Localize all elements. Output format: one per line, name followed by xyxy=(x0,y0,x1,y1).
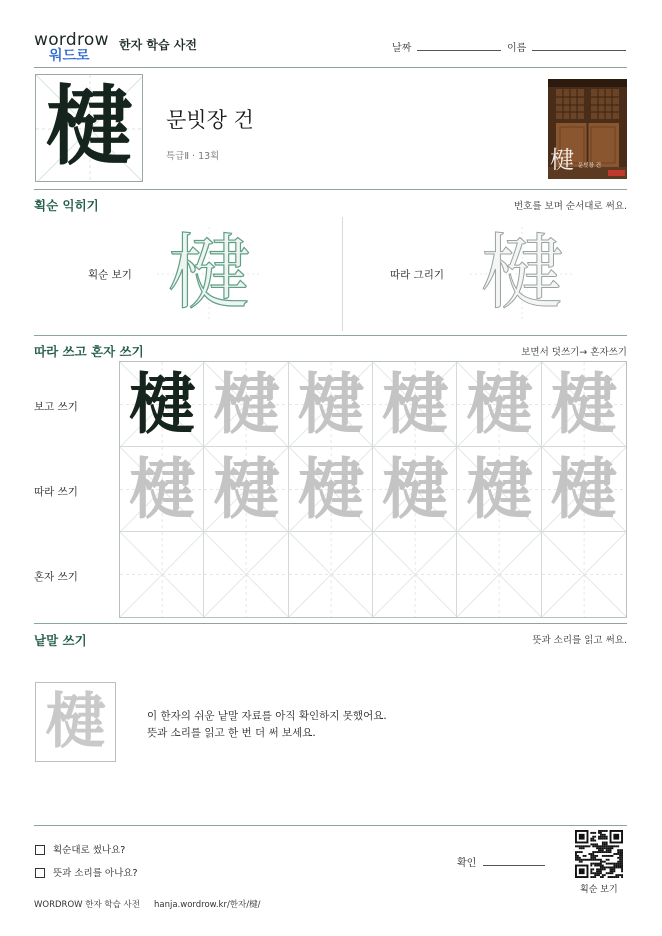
practice-cell[interactable] xyxy=(373,362,457,447)
header-rule xyxy=(34,67,627,68)
cell-guide-lines xyxy=(289,532,373,617)
header-title: 한자 학습 사전 xyxy=(119,38,197,52)
practice-cell[interactable] xyxy=(204,362,288,447)
check-stroke-order[interactable] xyxy=(35,842,125,856)
word-character: 楗 xyxy=(45,687,106,757)
practice-cell[interactable] xyxy=(289,532,373,617)
practice-cell[interactable] xyxy=(457,532,541,617)
trace-character: 楗 xyxy=(550,365,617,443)
trace-character: 楗 xyxy=(297,365,364,443)
qr-code-icon xyxy=(575,830,623,878)
trace-character: 楗 xyxy=(213,365,280,443)
practice-rule xyxy=(34,623,627,624)
practice-cell[interactable] xyxy=(204,447,288,532)
word-message-line2: 뜻과 소리를 읽고 한 번 더 써 보세요. xyxy=(147,727,316,739)
stroke-section-title: 획순 익히기 xyxy=(34,198,99,213)
word-section-title: 낱말 쓰기 xyxy=(34,633,87,648)
practice-cell[interactable] xyxy=(457,447,541,532)
practice-cell[interactable] xyxy=(289,362,373,447)
practice-cell[interactable] xyxy=(542,532,626,617)
hero-meaning: 문빗장 건 xyxy=(166,108,254,132)
check-stroke-order-label: 획순대로 썼나요? xyxy=(53,845,126,856)
practice-section-hint: 보면서 덧쓰기→ 혼자쓰기 xyxy=(521,347,627,358)
practice-cell[interactable] xyxy=(373,447,457,532)
date-label: 날짜 xyxy=(392,43,412,54)
logo-wordmark: wordrow xyxy=(34,30,109,50)
trace-character: 楗 xyxy=(466,365,533,443)
practice-cell[interactable] xyxy=(457,362,541,447)
footer-brand: WORDROW 한자 학습 사전 xyxy=(34,900,140,910)
stroke-view-glyph: 楗 xyxy=(167,226,250,321)
trace-character: 楗 xyxy=(213,450,280,528)
practice-cell[interactable] xyxy=(120,447,204,532)
practice-cell[interactable] xyxy=(373,532,457,617)
confirm-label: 확인 xyxy=(457,858,477,869)
qr-label: 획순 보기 xyxy=(580,885,618,895)
row-label-solo: 혼자 쓰기 xyxy=(34,571,78,583)
stroke-trace-label: 따라 그리기 xyxy=(390,269,445,281)
practice-section-title: 따라 쓰고 혼자 쓰기 xyxy=(34,344,144,359)
word-section-hint: 뜻과 소리를 읽고 써요. xyxy=(532,635,627,646)
qr-code[interactable] xyxy=(575,830,623,878)
practice-cell[interactable] xyxy=(204,532,288,617)
model-character: 楗 xyxy=(129,365,196,443)
practice-cell[interactable] xyxy=(542,362,626,447)
practice-cell[interactable] xyxy=(289,447,373,532)
stroke-section-hint: 번호를 보며 순서대로 써요. xyxy=(513,201,627,212)
cell-guide-lines xyxy=(373,532,457,617)
hero-character-box xyxy=(35,74,143,182)
check-meaning-sound[interactable] xyxy=(35,865,138,879)
photo-caption: 문빗장 건 xyxy=(578,163,602,169)
trace-character: 楗 xyxy=(297,450,364,528)
logo-korean: 워드로 xyxy=(49,48,90,64)
practice-grid-cells xyxy=(120,362,626,617)
hero-photo xyxy=(548,79,627,179)
date-field[interactable] xyxy=(417,50,501,51)
checkbox-stroke-order[interactable] xyxy=(35,845,45,855)
stroke-trace-glyph: 楗 xyxy=(480,226,563,321)
photo-character: 楗 xyxy=(550,146,574,174)
trace-character: 楗 xyxy=(550,450,617,528)
checkbox-meaning-sound[interactable] xyxy=(35,868,45,878)
practice-cell[interactable] xyxy=(120,362,204,447)
cell-guide-lines xyxy=(120,532,204,617)
practice-cell[interactable] xyxy=(120,532,204,617)
stroke-trace-character[interactable] xyxy=(470,227,574,321)
footer-url[interactable]: hanja.wordrow.kr/한자/楗/ xyxy=(154,900,261,910)
stroke-rule xyxy=(34,335,627,336)
trace-character: 楗 xyxy=(466,450,533,528)
row-label-trace: 따라 쓰기 xyxy=(34,486,78,498)
hero-character: 楗 xyxy=(46,76,132,177)
row-label-view: 보고 쓰기 xyxy=(34,401,78,413)
name-field[interactable] xyxy=(532,50,626,51)
cell-guide-lines xyxy=(542,532,626,617)
hero-rule xyxy=(34,189,627,190)
hero-level-stroke: 특급Ⅱ · 13획 xyxy=(166,151,220,162)
stroke-divider xyxy=(342,217,343,331)
logo xyxy=(34,30,114,64)
confirm-field[interactable] xyxy=(483,865,545,866)
stroke-view-character xyxy=(157,227,261,321)
word-message-line1: 이 한자의 쉬운 낱말 자료를 아직 확인하지 못했어요. xyxy=(147,710,387,722)
word-rule xyxy=(34,825,627,826)
trace-character: 楗 xyxy=(382,450,449,528)
trace-character: 楗 xyxy=(382,365,449,443)
practice-cell[interactable] xyxy=(542,447,626,532)
name-label: 이름 xyxy=(507,43,527,54)
stroke-view-label: 획순 보기 xyxy=(88,269,132,281)
check-meaning-sound-label: 뜻과 소리를 아나요? xyxy=(53,868,138,879)
word-character-box xyxy=(35,682,116,762)
cell-guide-lines xyxy=(457,532,541,617)
cell-guide-lines xyxy=(204,532,288,617)
trace-character: 楗 xyxy=(129,450,196,528)
